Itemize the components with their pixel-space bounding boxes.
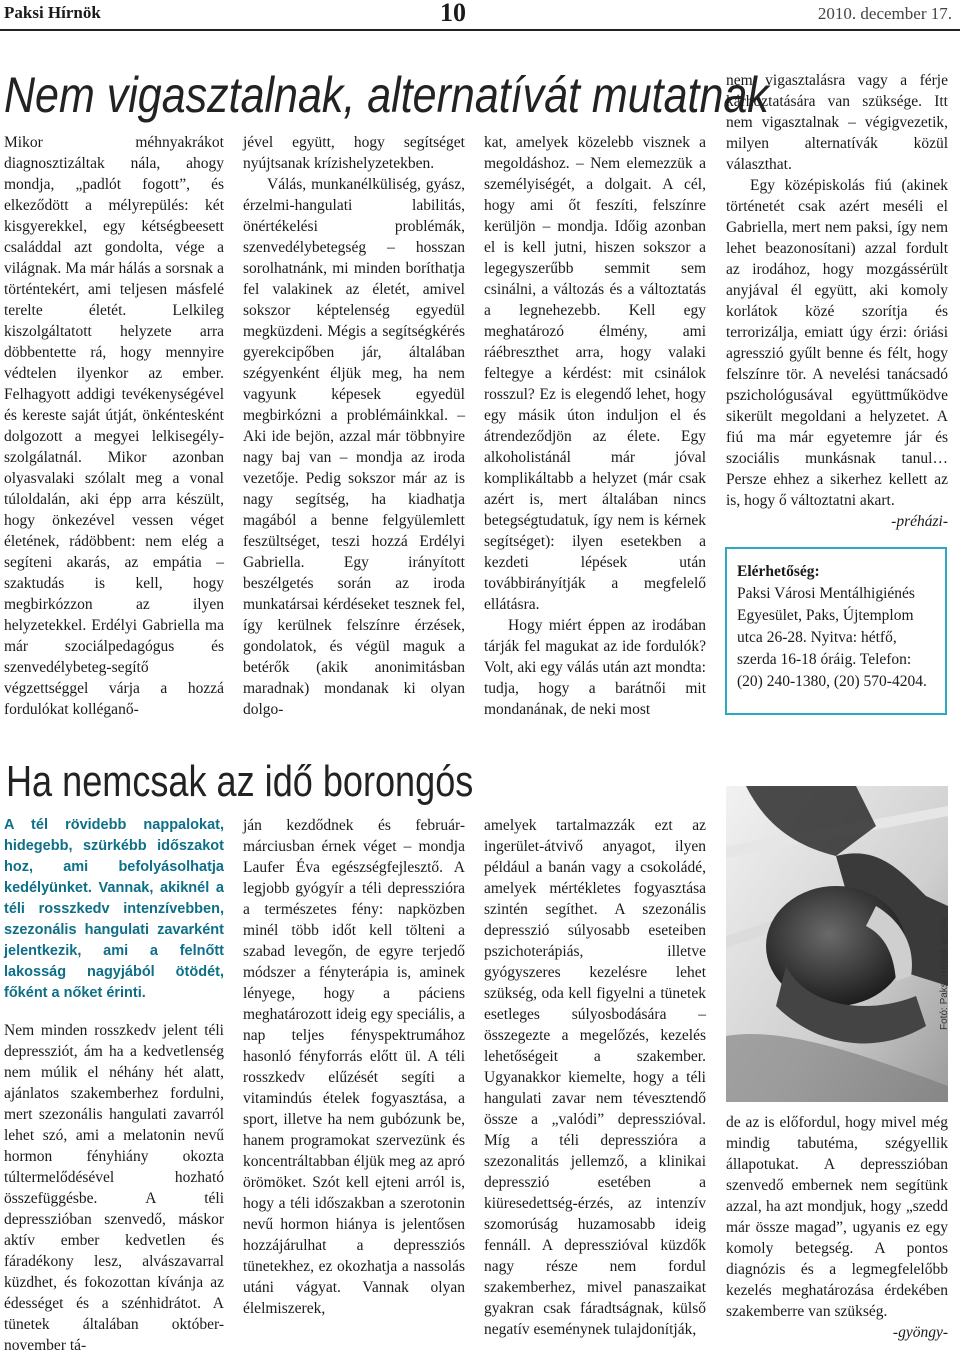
- article2-col4-text: de az is előfordul, hogy mivel még mindig tabutéma, szégyellik állapotukat. A depresszióban szenvedő embernek nem segítünk azzal, ha azt mondjuk, hogy „szedd már össze magad”, ugyanis ez egy komoly betegség. A pontos diagnózis és a legmegfelelőbb kezelés meghatározása érdekében szakemberre van szükség.: [726, 1114, 948, 1320]
- article2-column-1: [4, 815, 224, 1369]
- photo-credit: Fotó: Paksi Hírnök archív: [939, 917, 950, 1030]
- article2-column-3: [484, 815, 706, 1369]
- article1-column-3: [484, 132, 706, 732]
- header-rule: [0, 29, 960, 31]
- contact-text: Paksi Városi Mentálhigiénés Egyesület, Paks, Újtemplom utca 26-28. Nyitva: hétfő, szerda 16-18 óráig. Telefon: (20) 240-1380, (20) 570-4204.: [737, 585, 927, 690]
- article1-col2-para2: Válás, munkanélküliség, gyász, érzelmi-hangulati labilitás, önértékelési problémák, szenvedélybetegség – hosszan sorolhatnánk, mi minden boríthatja fel valakinek az életét, amivel sokszor képtelenség egyedül megküzdeni. Mégis a segítségkérés gyerekcipőben jár, általában szégyenként éljük meg, ha nem vagyunk képesek egyedül megbirkózni a problémáinkkal. – Aki ide bejön, azzal már többnyire nagy baj van – mondja az iroda vezetője. Pedig sokszor már az is nagy segítség, ha kiadhatja magából a benne felgyülemlett feszültséget, teszi hozzá Erdélyi Gabriella. Egy irányított beszélgetés során az iroda munkatársai kérdéseket tesznek fel, így kerülnek felszínre érzések, gondolatok, és végül maguk a betérők (akik anonimitásban maradnak) mondanak ki olyan dolgo-: [243, 176, 465, 718]
- article1-column-1: [4, 132, 224, 732]
- article2-column-2: [243, 815, 465, 1369]
- photo-woman-sitting-illustration: [726, 786, 948, 1102]
- article2-lead: A tél rövidebb nappalokat, hidegebb, szürkébb időszakot hoz, ami befolyásolhatja kedélyünket. Vannak, akiknél a téli rosszkedv intenzívebben, szezonális hangulati zavarként jelentkezik, ami a felnőtt lakosság nagyjából ötödét, főként a nőket érinti.: [4, 817, 224, 1001]
- article1-col3-para1: kat, amelyek közelebb visznek a megoldáshoz. – Nem elemezzük a személyiségét, a dolgait. A cél, hogy ami őt feszíti, felszínre kerüljön – mondja. Időig azonban el is kell jutni, hiszen sokszor a legegyszerűbb semmit sem csinálni, a változás és a változtatás a legnehezebb. Kell egy meghatározó élmény, ami ráébreszthet arra, hogy valaki feltegye a kérdést: mit csinálok rosszul? Ez is elegendő lehet, hogy egy másik úton induljon el és átrendeződjön az élete. Egy alkoholistánál már jóval komplikáltabb a helyzet (már csak azért is, mert általában nincs betegségtudatuk, így nem is kérnek segítséget): ilyen esetekben a kezdeti lépések után továbbirányítják a megfelelő ellátásra.: [484, 134, 706, 613]
- article-photo: [726, 786, 948, 1102]
- article1-col3-para2: Hogy miért éppen az irodában tárják fel magukat az ide fordulók? Volt, aki egy válás után azt mondta: tudja, hogy a barátnői mit mondanának, de neki most: [484, 617, 706, 718]
- article2-col1-text: Nem minden rosszkedv jelent téli depressziót, ám ha a kedvetlenség nem múlik el néhány hét alatt, ajánlatos szakemberhez fordulni, mert szezonális hangulati zavarról lehet szó, ami a melatonin nevű hormon fényhiány okozta túltermelődésével hozható összefüggésbe. A téli depresszióban szenvedő, máskor aktív ember kedvetlen és fáradékony lesz, alvászavarral küzdhet, és fokozottan kívánja az édességet és a szénhidrátot. A tünetek általában október-november tá-: [4, 1022, 224, 1354]
- article1-headline: Nem vigasztalnak, alternatívát mutatnak: [4, 67, 769, 123]
- article1-author: -préházi-: [891, 513, 948, 530]
- article1-column-2: [243, 132, 465, 732]
- article1-col2-para1: jével együtt, hogy segítséget nyújtsanak krízishelyzetekben.: [243, 134, 465, 172]
- contact-box: [725, 547, 947, 715]
- article2-column-4: [726, 1112, 948, 1369]
- article1-col4-para1: nem vigasztalásra vagy a férje kárhoztatására van szüksége. Itt nem vigasztalnak – végigvezetik, milyen alternatívák közül választhat.: [726, 72, 948, 173]
- article1-col1-text: Mikor méhnyakrákot diagnosztizáltak nála, ahogy mondja, „padlót fogott”, és elkeződött a mélyrepülés: két kisgyerekkel, egy kétségbeesett családdal azt gondolta, vége a világnak. Ma már hálás a sorsnak a történtekért, ami teljesen másfelé terelte életét. Lelkileg kiszolgáltatott helyzete arra döbbentette rá, hogy mennyire védtelen ilyenkor az ember. Felhagyott addigi tevékenységével és kereste saját útját, önkéntesként dolgozott a megyei lelkisegély-szolgálatnál. Mikor azonban olyasvalaki szólalt meg a vonal túloldalán, aki épp arra készült, hogy önkezével vessen véget életének, rádöbbent: nem elég a segíteni akarás, az empátia – szaktudás is kell, hogy megbirkózzon az ilyen helyzetekkel. Erdélyi Gabriella ma már szociálpedagógus és szenvedélybeteg-segítő végzettséggel várja a hozzá fordulókat kolléganő-: [4, 134, 224, 718]
- article2-headline: Ha nemcsak az idő borongós: [6, 757, 474, 806]
- article2-author: -gyöngy-: [892, 1324, 948, 1341]
- page-number: 10: [440, 0, 466, 27]
- article2-col2-text: ján kezdődnek és február-márciusban érnek véget – mondja Laufer Éva egészségfejlesztő. A legjobb gyógyír a téli depresszióra a természetes fény: napközben minél több időt kell tölteni a szabad levegőn, de egyre terjedő módszer a fényterápia is, aminek lényege, hogy a páciens meghatározott ideig egy speciális, a nap teljes fényspektrumához hasonló fényforrás előtt ül. A téli rosszkedv elűzését segíti a vitamindús ételek fogyasztása, a sport, illetve ha nem gubózunk be, hanem programokat szervezünk és koncentráltabban éljük meg az apró örömöket. Szót kell ejteni arról is, hogy a téli időszakban a szerotonin nevű hormon hiánya is jelentősen hozzájárulhat a depressziós tünetekhez, ez okozhatja a nassolás utáni vágyat. Vannak olyan élelmiszerek,: [243, 817, 465, 1317]
- publication-name: Paksi Hírnök: [4, 3, 101, 22]
- page-header: [0, 0, 960, 31]
- article2-col3-text: amelyek tartalmazzák ezt az ingerület-átvivő anyagot, ilyen például a banán vagy a csokoládé, amelyek mértékletes fogyasztása szintén segíthet. A szezonális depresszió súlyosabb eseteiben pszichoterápiás, illetve gyógyszeres kezelésre lehet szükség, oda kell figyelni a tünetek esetleges súlyosbodására – összegezte a megelőzés, kezelés lehetőségeit a szakember. Ugyanakkor kiemelte, hogy a téli hangulati zavar nem tévesztendő össze a „valódi” depresszióval. Míg a téli depresszióra a szezonalitás jellemző, a klinikai depresszió esetében a kiüresedettség-érzés, az intenzív szomorúság huzamosabb ideig fennáll. A depresszióval küzdők nagy része nem fordul szakemberhez, mivel panaszaikat gyakran csak fáradtságnak, külső negatív eseménynek tulajdonítják,: [484, 817, 706, 1338]
- article1-column-4: [726, 70, 948, 540]
- issue-date: 2010. december 17.: [817, 4, 952, 23]
- contact-heading: Elérhetőség:: [737, 563, 820, 580]
- article1-col4-para2: Egy középiskolás fiú (akinek történetét csak azért meséli el Gabriella, mert nem paksi, így nem lehet beazonosítani) azzal fordult az irodához, hogy mozgássérült anyjával él együtt, aki komoly korlátok közé szorítja és terrorizálja, emiatt úgy érzi: óriási agresszió gyűlt benne és félt, hogy felszínre tör. A nevelési tanácsadó pszichológusával együttműködve sikerült megoldani a helyzetet. A fiú ma már egyetemre jár és szociális munkásnak tanul… Persze ehhez a sikerhez kellett az is, hogy ő változtatni akart.: [726, 177, 948, 509]
